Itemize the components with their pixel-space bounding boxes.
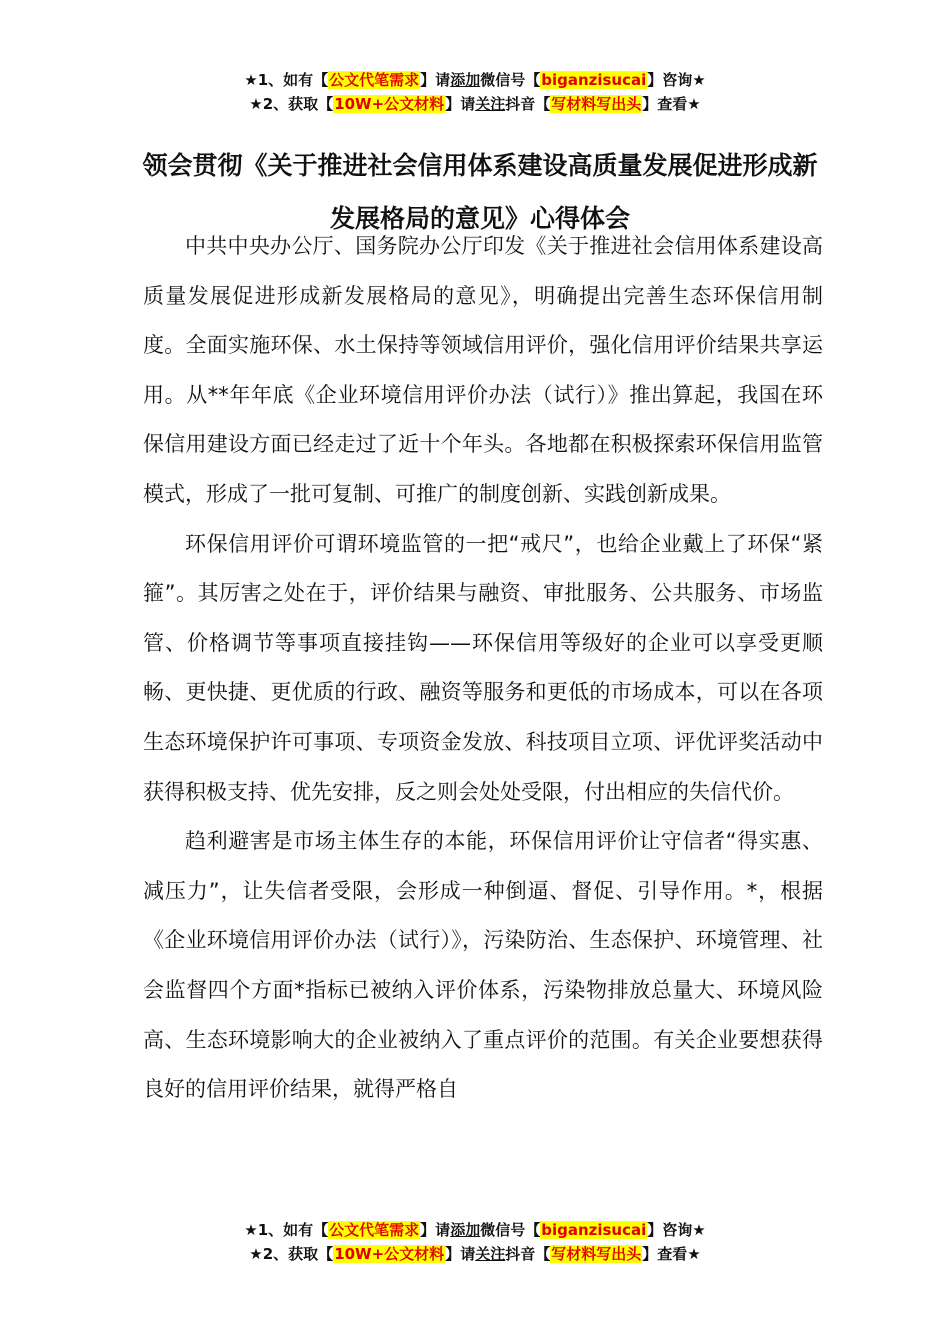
banner-text: ★1、如有【 xyxy=(244,1221,329,1239)
banner-text: ★2、获取【 xyxy=(249,95,334,113)
banner-text: 】咨询★ xyxy=(647,1221,706,1239)
banner-text: ★2、获取【 xyxy=(249,1245,334,1263)
banner-text: 】请 xyxy=(445,1245,476,1263)
paragraph: 环保信用评价可谓环境监管的一把“戒尺”，也给企业戴上了环保“紧箍”。其厉害之处在于，评价结果与融资、审批服务、公共服务、市场监管、价格调节等事项直接挂钩——环保信用等级好的企业可以享受更顺畅、更快捷、更优质的行政、融资等服务和更低的市场成本，可以在各项生态环境保护许可事项、专项资金发放、科技项目立项、评优评奖活动中获得积极支持、优先安排，反之则会处处受限，付出相应的失信代价。 xyxy=(143,531,823,804)
banner-text: ★1、如有【 xyxy=(244,71,329,89)
banner-text: 】查看★ xyxy=(642,95,701,113)
banner-text: 微信号【 xyxy=(480,71,541,89)
paragraph: 中共中央办公厅、国务院办公厅印发《关于推进社会信用体系建设高质量发展促进形成新发展格局的意见》，明确提出完善生态环保信用制度。全面实施环保、水土保持等领域信用评价，强化信用评价结果共享运用。从**年年底《企业环境信用评价办法（试行）》推出算起，我国在环保信用建设方面已经走过了近十个年头。各地都在积极探索环保信用监管模式，形成了一批可复制、可推广的制度创新、实践创新成果。 xyxy=(143,234,823,506)
footer-ad-banner xyxy=(0,1218,950,1266)
banner-text: 】请 xyxy=(420,1221,451,1239)
underlined-text: 添加 xyxy=(450,1221,481,1239)
highlight-text: 10W+公文材料 xyxy=(334,95,445,113)
banner-text: 】咨询★ xyxy=(647,71,706,89)
highlight-text: 公文代笔需求 xyxy=(329,1221,420,1239)
banner-text: 】请 xyxy=(445,95,476,113)
banner-text: 微信号【 xyxy=(480,1221,541,1239)
document-body xyxy=(143,222,823,1115)
underlined-text: 关注 xyxy=(475,95,506,113)
douyin-id-highlight: 写材料写出头 xyxy=(551,95,642,113)
highlight-text: 公文代笔需求 xyxy=(329,71,420,89)
wechat-id-highlight: biganzisucai xyxy=(541,71,647,89)
underlined-text: 添加 xyxy=(450,71,481,89)
underlined-text: 关注 xyxy=(475,1245,506,1263)
banner-text: 抖音【 xyxy=(505,1245,551,1263)
highlight-text: 10W+公文材料 xyxy=(334,1245,445,1263)
banner-line-1 xyxy=(0,68,950,92)
douyin-id-highlight: 写材料写出头 xyxy=(551,1245,642,1263)
banner-line-2 xyxy=(0,1242,950,1266)
document-title: 领会贯彻《关于推进社会信用体系建设高质量发展促进形成新发展格局的意见》心得体会 xyxy=(142,150,818,233)
header-ad-banner xyxy=(0,68,950,116)
banner-text: 】查看★ xyxy=(642,1245,701,1263)
wechat-id-highlight: biganzisucai xyxy=(541,1221,647,1239)
banner-text: 抖音【 xyxy=(505,95,551,113)
banner-line-2 xyxy=(0,92,950,116)
banner-text: 】请 xyxy=(420,71,451,89)
paragraph: 趋利避害是市场主体生存的本能，环保信用评价让守信者“得实惠、减压力”，让失信者受限，会形成一种倒逼、督促、引导作用。*，根据《企业环境信用评价办法（试行）》，污染防治、生态保护、环境管理、社会监督四个方面*指标已被纳入评价体系，污染物排放总量大、环境风险高、生态环境影响大的企业被纳入了重点评价的范围。有关企业要想获得良好的信用评价结果，就得严格自 xyxy=(143,829,823,1102)
banner-line-1 xyxy=(0,1218,950,1242)
